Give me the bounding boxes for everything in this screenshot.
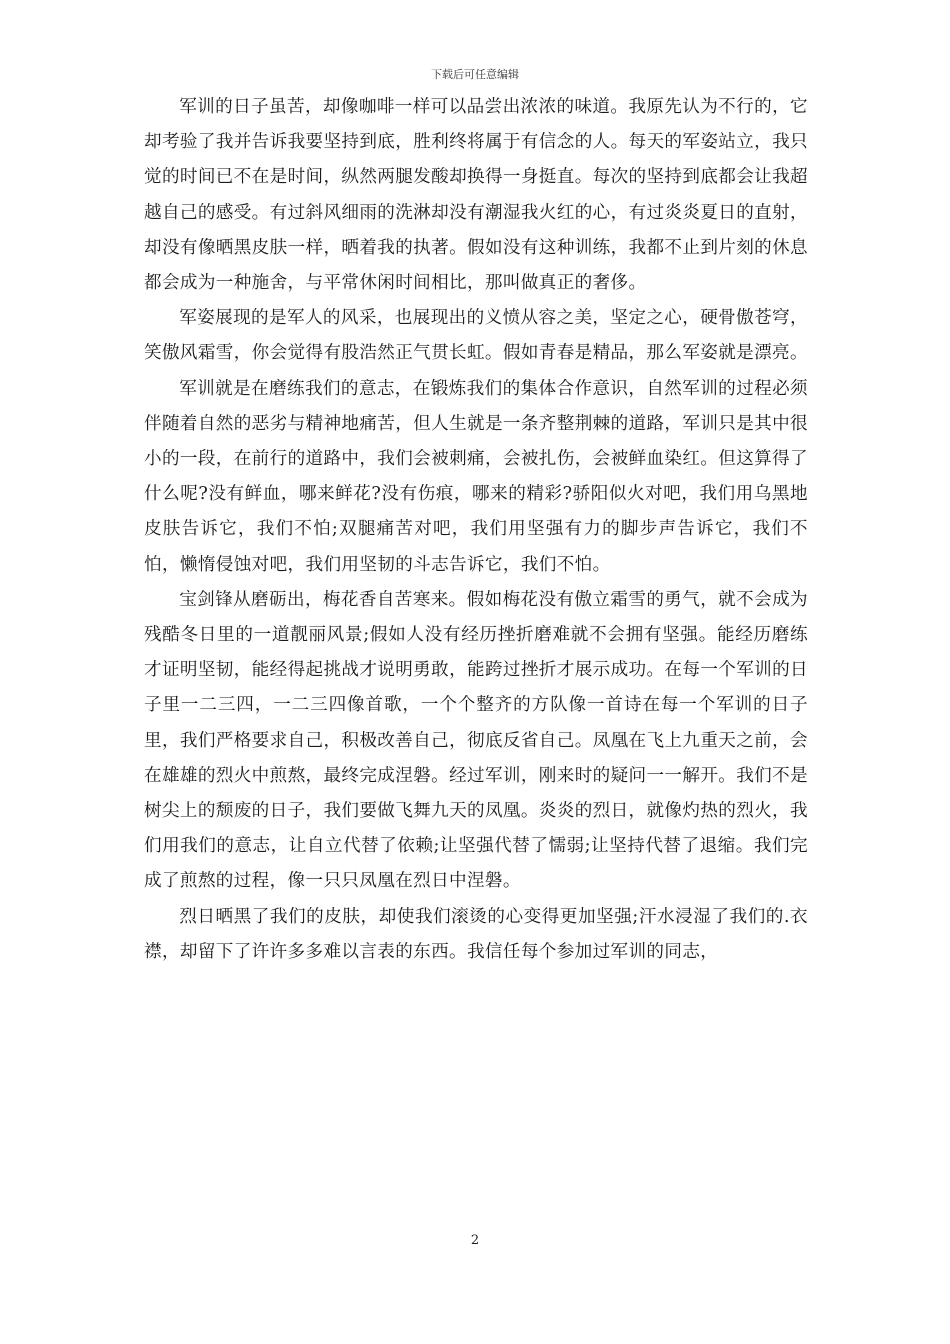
page-header: 下载后可任意编辑: [431, 68, 519, 81]
paragraph-1: 军训的日子虽苦，却像咖啡一样可以品尝出浓浓的味道。我原先认为不行的，它却考验了我并告诉我要坚持到底，胜利终将属于有信念的人。每天的军姿站立，我只觉的时间已不在是时间，纵然两腿发酸却换得一身挺直。每次的坚持到底都会让我超越自己的感受。有过斜风细雨的洗淋却没有潮湿我火红的心，有过炎炎夏日的直射，却没有像晒黑皮肤一样，晒着我的执著。假如没有这种训练，我都不止到片刻的休息都会成为一种施舍，与平常休闲时间相比，那叫做真正的奢侈。: [144, 97, 808, 294]
paragraph-3: 军训就是在磨练我们的意志，在锻炼我们的集体合作意识，自然军训的过程必须伴随着自然的恶劣与精神地痛苦，但人生就是一条齐整荆棘的道路，军训只是其中很小的一段，在前行的道路中，我们会被刺痛，会被扎伤，会被鲜血染红。但这算得了什么呢?没有鲜血，哪来鲜花?没有伤痕，哪来的精彩?骄阳似火对吧，我们用乌黑地皮肤告诉它，我们不怕;双腿痛苦对吧，我们用坚强有力的脚步声告诉它，我们不怕，懒惰侵蚀对吧，我们用坚韧的斗志告诉它，我们不怕。: [144, 378, 808, 575]
paragraph-2: 军姿展现的是军人的风采，也展现出的义愤从容之美，坚定之心，硬骨傲苍穹，笑傲风霜雪，你会觉得有股浩然正气贯长虹。假如青春是精品，那么军姿就是漂亮。: [144, 308, 808, 364]
paragraph-4: 宝剑锋从磨砺出，梅花香自苦寒来。假如梅花没有傲立霜雪的勇气，就不会成为残酷冬日里的一道靓丽风景;假如人没有经历挫折磨难就不会拥有坚强。能经历磨练才证明坚韧，能经得起挑战才说明勇敢，能跨过挫折才展示成功。在每一个军训的日子里一二三四，一二三四像首歌，一个个整齐的方队像一首诗在每一个军训的日子里，我们严格要求自己，积极改善自己，彻底反省自己。凤凰在飞上九重天之前，会在雄雄的烈火中煎熬，最终完成涅磐。经过军训，刚来时的疑问一一解开。我们不是树尖上的颓废的日子，我们要做飞舞九天的凤凰。炎炎的烈日，就像灼热的烈火，我们用我们的意志，让自立代替了依赖;让坚强代替了懦弱;让坚持代替了退缩。我们完成了煎熬的过程，像一只只凤凰在烈日中涅磐。: [144, 589, 808, 892]
page-number: 2: [470, 1233, 480, 1248]
paragraph-5: 烈日晒黑了我们的皮肤，却使我们滚烫的心变得更加坚强;汗水浸湿了我们的.衣襟，却留下了许许多多难以言表的东西。我信任每个参加过军训的同志，: [144, 906, 808, 962]
document-body: [144, 90, 808, 970]
